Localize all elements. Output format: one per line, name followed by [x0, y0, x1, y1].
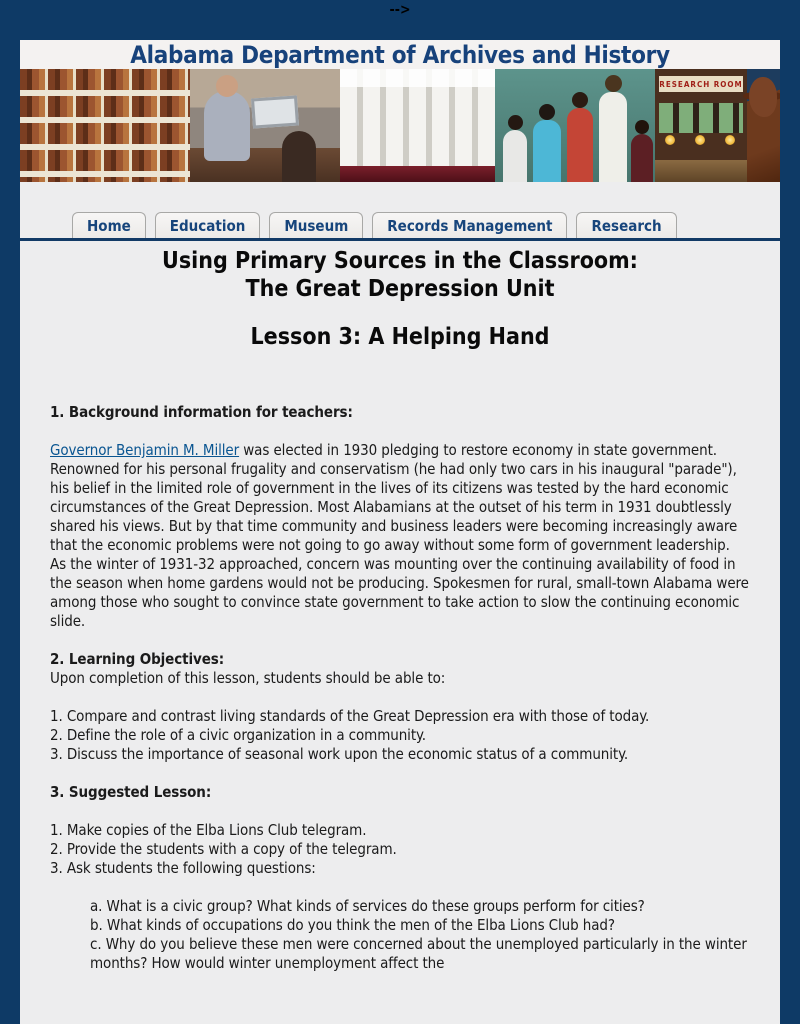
tab-education[interactable]: Education	[155, 212, 261, 238]
banner-photo-archives-building	[340, 69, 495, 182]
question-item: a. What is a civic group? What kinds of services do these groups perform for cities?	[90, 897, 645, 915]
page-title-line2: The Great Depression Unit	[245, 276, 555, 302]
site-header	[20, 40, 780, 69]
section1-paragraph-text: was elected in 1930 pledging to restore economy in state government. Renowned for his personal frugality and conservatism (he had only two cars in his inaugural "parade"), his belief in the limited role of government in the lives of its citizens was tested by the hard economic circumstances of the Great Depression. Most Alabamians at the outset of his term in 1931 doubtlessly shared his views. But by that time community and business leaders were becoming increasingly aware that the economic problems were not going to go away without some form of government leadership. As the winter of 1931-32 approached, concern was mounting over the continuing availability of food in the season when home gardens would not be producing. Spokesmen for rural, small-town Alabama were among those who sought to convince state government to take action to slow the continuing economic slide.	[50, 441, 749, 630]
section2-objectives-list	[50, 707, 750, 764]
tab-strip	[20, 212, 780, 241]
objective-item: 1. Compare and contrast living standards of the Great Depression era with those of today.	[50, 707, 650, 725]
student-figure	[533, 120, 561, 182]
section3-steps-list	[50, 821, 750, 878]
lamp-glow	[665, 135, 675, 145]
section2-heading: 2. Learning Objectives:	[50, 650, 224, 668]
question-item: b. What kinds of occupations do you think the men of the Elba Lions Club had?	[90, 916, 615, 934]
objective-item: 2. Define the role of a civic organization in a community.	[50, 726, 426, 744]
research-room-sign	[659, 76, 743, 92]
student-head	[508, 115, 523, 130]
student-head	[539, 104, 555, 120]
student-figure	[567, 108, 593, 182]
laptop-shape	[251, 95, 299, 128]
student-head	[635, 120, 649, 134]
research-room-windows	[659, 103, 743, 133]
lesson-step: 3. Ask students the following questions:	[50, 859, 316, 877]
person-shape	[204, 91, 250, 161]
tab-research[interactable]: Research	[576, 212, 676, 238]
student-figure	[503, 130, 527, 182]
person-head-shape	[216, 75, 238, 97]
lamp-glow	[695, 135, 705, 145]
lamp-glow	[725, 135, 735, 145]
research-room-desk	[655, 160, 747, 182]
student-figure	[631, 134, 653, 182]
tab-bar	[20, 182, 780, 241]
banner-photo-bronze-statue	[747, 69, 780, 182]
section2-intro: Upon completion of this lesson, students should be able to:	[50, 669, 446, 687]
section3-heading: 3. Suggested Lesson:	[50, 783, 212, 801]
docent-head	[605, 75, 622, 92]
governor-miller-link[interactable]: Governor Benjamin M. Miller	[50, 441, 240, 459]
banner-photo-collage	[20, 69, 780, 182]
banner-photo-research-room	[655, 69, 747, 182]
banner-photo-archive-shelves	[20, 69, 190, 182]
flowerbed-shape	[340, 166, 495, 182]
child-shape	[282, 131, 316, 182]
banner-photo-student-group	[495, 69, 655, 182]
page-title-line1: Using Primary Sources in the Classroom:	[162, 248, 638, 274]
statue-head-shape	[749, 77, 777, 117]
question-item: c. Why do you believe these men were concerned about the unemployed particularly in the winter months? How would winter unemployment affect the	[90, 935, 747, 972]
section1-heading: 1. Background information for teachers:	[50, 403, 353, 421]
page-container	[20, 40, 780, 1024]
lesson-step: 1. Make copies of the Elba Lions Club telegram.	[50, 821, 367, 839]
lesson-body	[50, 403, 750, 973]
objective-item: 3. Discuss the importance of seasonal work upon the economic status of a community.	[50, 745, 629, 763]
lesson-title: Lesson 3: A Helping Hand	[250, 324, 550, 350]
banner-photo-researcher-with-laptop	[190, 69, 340, 182]
stray-comment-text: -->	[389, 2, 411, 18]
lesson-step: 2. Provide the students with a copy of the telegram.	[50, 840, 397, 858]
tab-museum[interactable]: Museum	[269, 212, 363, 238]
tab-home[interactable]: Home	[72, 212, 146, 238]
student-head	[572, 92, 588, 108]
research-room-sign-text: RESEARCH ROOM	[659, 79, 743, 89]
section1-paragraph	[50, 441, 750, 631]
tab-records-management[interactable]: Records Management	[372, 212, 567, 238]
site-title: Alabama Department of Archives and History	[130, 40, 670, 69]
docent-figure	[599, 92, 627, 182]
section3-questions-list	[90, 897, 750, 973]
main-content	[20, 241, 780, 973]
